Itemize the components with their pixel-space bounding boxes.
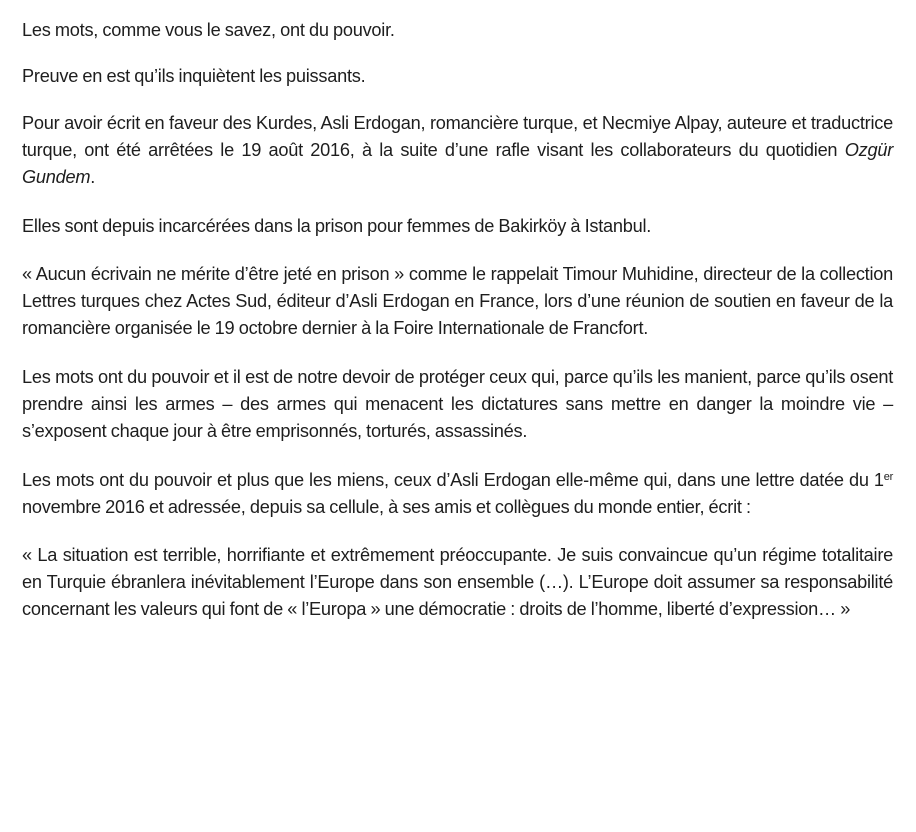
- paragraph-arrest-text: Pour avoir écrit en faveur des Kurdes, Asli Erdogan, romancière turque, et Necmiye Alpay, auteure et traductrice turque, ont été arrêtées le 19 août 2016, à la suite d’une rafle visant les collaborateurs du quotidien: [22, 113, 893, 160]
- paragraph-arrest: [22, 110, 893, 191]
- newspaper-title: Ozgür Gundem: [22, 140, 893, 187]
- paragraph-letter: [22, 467, 893, 521]
- paragraph-letter-end: novembre 2016 et adressée, depuis sa cellule, à ses amis et collègues du monde entier, écrit :: [22, 497, 751, 517]
- paragraph-proof: Preuve en est qu’ils inquiètent les puissants.: [22, 66, 366, 86]
- paragraph-letter-text: Les mots ont du pouvoir et plus que les miens, ceux d’Asli Erdogan elle-même qui, dans une lettre datée du 1: [22, 470, 884, 490]
- paragraph-quote-muhidine: « Aucun écrivain ne mérite d’être jeté en prison » comme le rappelait Timour Muhidine, directeur de la collection Lettres turques chez Actes Sud, éditeur d’Asli Erdogan en France, lors d’une réunion de soutien en faveur de la romancière organisée le 19 octobre dernier à la Foire Internationale de Francfort.: [22, 264, 893, 338]
- paragraph-intro: Les mots, comme vous le savez, ont du pouvoir.: [22, 20, 395, 40]
- paragraph-prison: Elles sont depuis incarcérées dans la prison pour femmes de Bakirköy à Istanbul.: [22, 216, 652, 236]
- document-page: [22, 17, 893, 643]
- ordinal-superscript: er: [883, 471, 893, 483]
- paragraph-duty: Les mots ont du pouvoir et il est de notre devoir de protéger ceux qui, parce qu’ils les manient, parce qu’ils osent prendre ainsi les armes – des armes qui menacent les dictatures sans mettre en danger la moindre vie – s’exposent chaque jour à être emprisonnés, torturés, assassinés.: [22, 367, 893, 441]
- paragraph-arrest-end: .: [90, 167, 96, 187]
- paragraph-quote-erdogan: « La situation est terrible, horrifiante et extrêmement préoccupante. Je suis convaincue qu’un régime totalitaire en Turquie ébranlera inévitablement l’Europe dans son ensemble (…). L’Europe doit assumer sa responsabilité concernant les valeurs qui font de « l’Europa » une démocratie : droits de l’homme, liberté d’expression… »: [22, 545, 893, 619]
